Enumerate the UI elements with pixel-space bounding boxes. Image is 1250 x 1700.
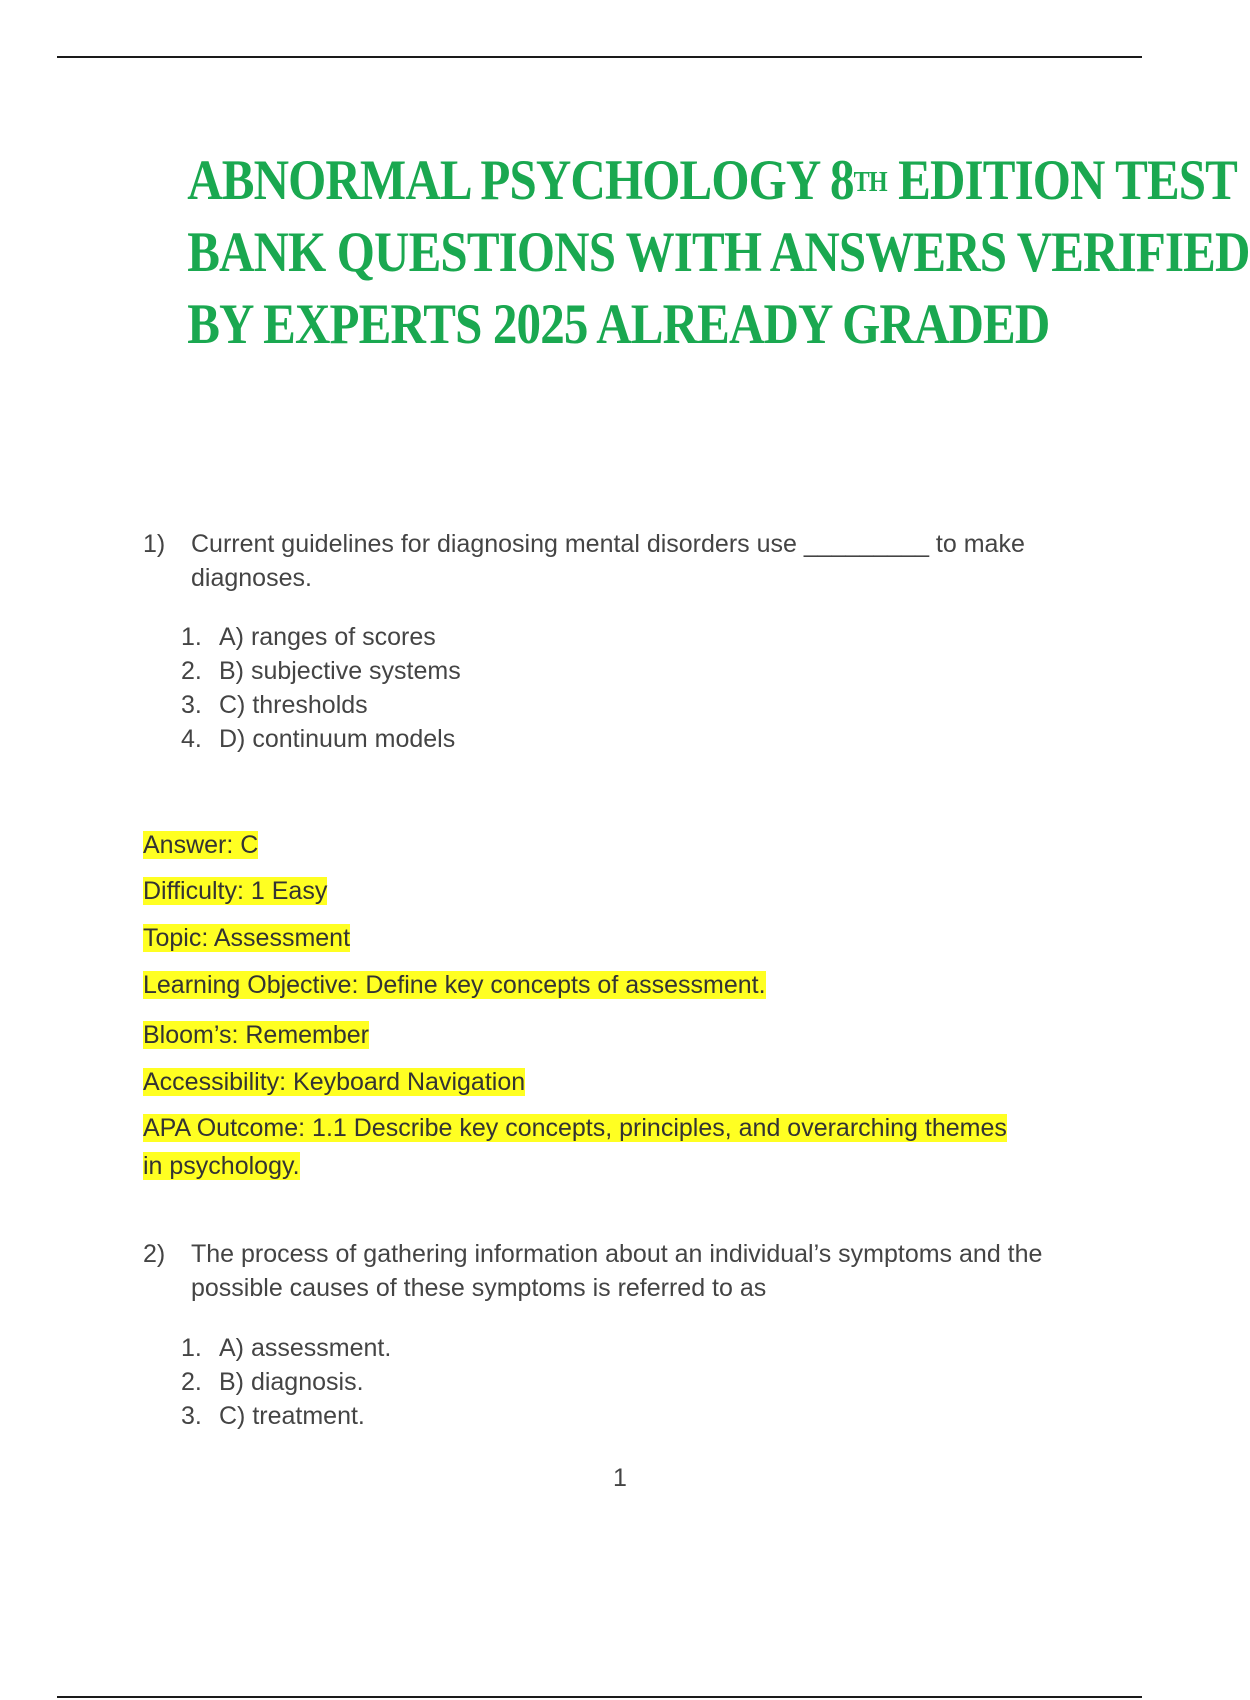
blooms-line: Bloom’s: Remember [143,1021,370,1049]
question-number: 1) [143,530,166,558]
apa-outcome-line: APA Outcome: 1.1 Describe key concepts, principles, and overarching themes in psychology. [143,1114,1007,1180]
title-line-3: BY EXPERTS 2025 ALREADY GRADED [187,293,1050,356]
question-number: 2) [143,1240,166,1268]
option-b: 2. B) diagnosis. [181,1368,364,1396]
answer-options-1 [181,620,881,756]
answer-options-2 [181,1331,881,1433]
title-line-2: BANK QUESTIONS WITH ANSWERS VERIFIED [187,221,1250,284]
question-text: The process of gathering information about an individual’s symptoms and the possible causes of these symptoms is referred to as [191,1240,1043,1302]
option-a: 1. A) assessment. [181,1334,392,1362]
option-b: 2. B) subjective systems [181,657,461,685]
option-c: 3. C) thresholds [181,691,368,719]
question-2 [143,1237,1103,1305]
difficulty-line: Difficulty: 1 Easy [143,877,328,905]
accessibility-line: Accessibility: Keyboard Navigation [143,1068,526,1096]
option-a: 1. A) ranges of scores [181,623,436,651]
question-text: Current guidelines for diagnosing mental disorders use _________ to make diagnoses. [191,530,1025,592]
bottom-rule [57,1696,1142,1698]
answer-line: Answer: C [143,831,259,859]
topic-line: Topic: Assessment [143,924,351,952]
question-1 [143,527,1103,595]
title-line-1: ABNORMAL PSYCHOLOGY 8TH EDITION TEST [187,149,1238,212]
page-number: 1 [613,1464,627,1492]
top-rule [57,56,1142,58]
option-c: 3. C) treatment. [181,1402,365,1430]
learning-objective-line: Learning Objective: Define key concepts of assessment. [143,971,766,999]
document-title [187,145,1250,361]
option-d: 4. D) continuum models [181,725,456,753]
